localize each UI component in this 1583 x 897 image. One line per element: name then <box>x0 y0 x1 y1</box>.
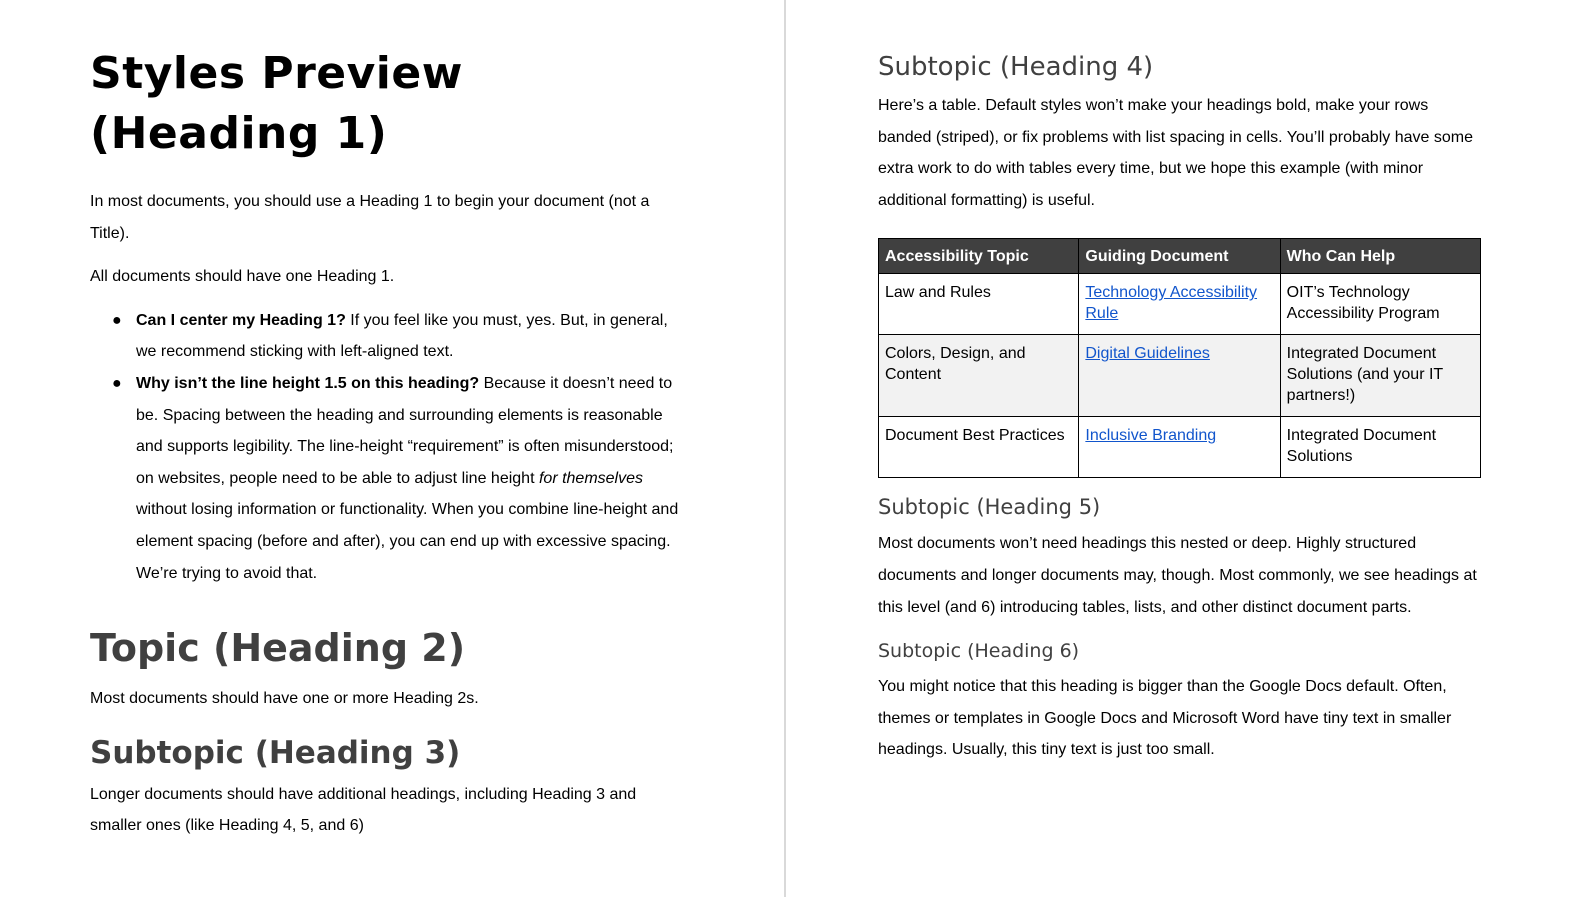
table-cell-help: Integrated Document Solutions (and your IT partners!) <box>1280 335 1480 417</box>
heading-3: Subtopic (Heading 3) <box>90 734 461 771</box>
table-cell-help: Integrated Document Solutions <box>1280 417 1480 478</box>
document-page-left <box>0 0 784 897</box>
heading-1: Styles Preview (Heading 1) <box>90 48 463 159</box>
paragraph-nested-headings: Most documents won’t need headings this nested or deep. Highly structured documents and longer documents may, though. Most commonly, we see headings at this level (and 6) introducing tables, lists, and other distinct document parts. <box>878 535 1477 616</box>
heading-4: Subtopic (Heading 4) <box>878 52 1154 82</box>
table-cell-document <box>1079 335 1280 417</box>
table-header-cell: Who Can Help <box>1280 239 1480 274</box>
table-cell-document <box>1079 417 1280 478</box>
link-technology-accessibility-rule[interactable]: Technology Accessibility Rule <box>1085 284 1258 323</box>
list-item-text: If you feel like you must, yes. But, in general, we recommend sticking with left-aligned text. <box>136 311 668 361</box>
table-cell-help: OIT’s Technology Accessibility Program <box>1280 274 1480 335</box>
table-header-cell: Guiding Document <box>1079 239 1280 274</box>
list-item-text: without losing information or functionality. When you combine line-height and element spacing (before and after), you can end up with excessive spacing. We’re trying to avoid that. <box>136 501 679 582</box>
paragraph-longer-docs: Longer documents should have additional headings, including Heading 3 and smaller ones (like Heading 4, 5, and 6) <box>90 785 637 835</box>
list-item <box>112 305 690 368</box>
list-item-bold-question: Why isn’t the line height 1.5 on this heading? <box>136 374 480 392</box>
table-row <box>879 274 1481 335</box>
page-content-left <box>90 0 690 854</box>
list-item <box>112 368 690 589</box>
bullet-list <box>90 305 690 589</box>
list-item-text: Because it doesn’t need to be. Spacing between the heading and surrounding elements is reasonable and supports legibility. The line-height “requirement” is often misunderstood; on websites, people need to be able to adjust line height <box>136 374 674 487</box>
table-header-row <box>879 239 1481 274</box>
table-cell-topic: Document Best Practices <box>879 417 1079 478</box>
page-content-right <box>878 0 1481 778</box>
table-cell-topic: Law and Rules <box>879 274 1079 335</box>
bullet-icon: ● <box>112 311 122 329</box>
list-item-bold-question: Can I center my Heading 1? <box>136 311 346 329</box>
heading-2: Topic (Heading 2) <box>90 626 466 671</box>
document-page-right <box>786 0 1583 897</box>
link-digital-guidelines[interactable]: Digital Guidelines <box>1085 345 1210 363</box>
accessibility-table <box>878 238 1481 478</box>
table-row <box>879 335 1481 417</box>
paragraph-heading-2s: Most documents should have one or more Heading 2s. <box>90 690 479 708</box>
paragraph-table-intro: Here’s a table. Default styles won’t make your headings bold, make your rows banded (striped), or fix problems with list spacing in cells. You’ll probably have some extra work to do with tables every time, but we hope this example (with minor additional formatting) is useful. <box>878 97 1473 209</box>
table-cell-document <box>1079 274 1280 335</box>
list-item-italic-text: for themselves <box>538 469 644 487</box>
table-header-cell: Accessibility Topic <box>879 239 1079 274</box>
bullet-icon: ● <box>112 374 122 392</box>
paragraph-intro: In most documents, you should use a Heading 1 to begin your document (not a Title). <box>90 193 650 242</box>
table-cell-topic: Colors, Design, and Content <box>879 335 1079 417</box>
link-inclusive-branding[interactable]: Inclusive Branding <box>1085 427 1217 445</box>
table-row <box>879 417 1481 478</box>
paragraph-heading-size: You might notice that this heading is bigger than the Google Docs default. Often, themes or templates in Google Docs and Microsoft Word have tiny text in smaller headings. Usually, this tiny text is just too small. <box>878 678 1452 759</box>
heading-5: Subtopic (Heading 5) <box>878 495 1101 520</box>
paragraph-one-heading: All documents should have one Heading 1. <box>90 268 395 286</box>
heading-6: Subtopic (Heading 6) <box>878 640 1080 663</box>
